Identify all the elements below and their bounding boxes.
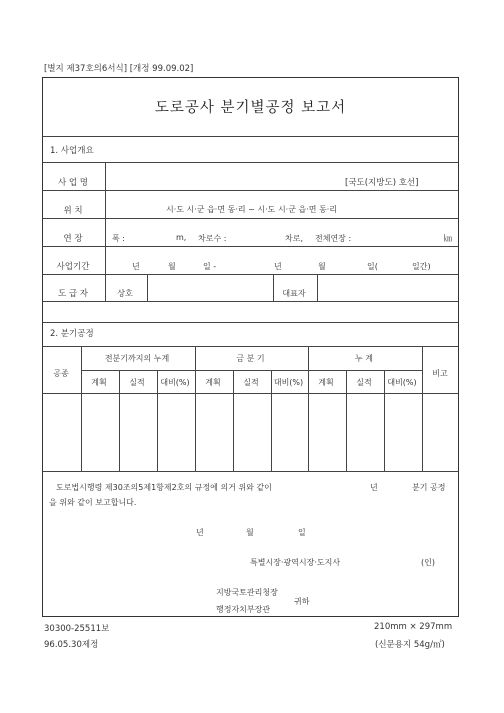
total-length-unit: ㎞: [444, 234, 452, 243]
subcol-ratio: 대비(%): [273, 378, 304, 387]
lanes-unit: 차로,: [285, 234, 303, 243]
divider: [43, 322, 458, 323]
subcol-ratio: 대비(%): [160, 378, 190, 387]
statement-text: 도로법시행령 제30조의5제1항제2호의 규정에 의거 위와 같이: [56, 483, 272, 492]
honorific: 귀하: [294, 597, 310, 606]
project-name-label: 사 업 명: [57, 178, 89, 188]
recipient-ministry: 행정자치부장관: [216, 605, 271, 614]
period-days: 일간): [412, 262, 431, 271]
statement-year: 년: [370, 483, 378, 492]
period-end-year: 년: [274, 262, 282, 271]
form-header-note: [별지 제37호의6서식] [개정 99.09.02]: [44, 64, 194, 74]
divider: [81, 370, 422, 371]
period-start-year: 년: [132, 262, 140, 271]
divider: [147, 274, 148, 301]
signer-title: 특별시장·광역시장·도지사: [250, 558, 341, 567]
location-value: 시·도 시·군 읍·면 동·리 ~ 시·도 시·군 읍·면 동·리: [166, 205, 338, 214]
subcol-ratio: 대비(%): [387, 378, 417, 387]
recipient-regional: 지방국토관리청장: [216, 588, 278, 597]
width-unit: m,: [176, 233, 187, 242]
paper-type: (신문용지 54g/㎡): [375, 640, 445, 650]
divider: [43, 471, 458, 472]
subcol-plan: 계획: [91, 378, 107, 387]
project-name-value: [국도(지방도) 호선]: [345, 178, 419, 188]
date-year: 년: [196, 528, 204, 537]
divider: [81, 346, 82, 471]
divider: [195, 346, 196, 471]
lanes-label: 차로수 :: [198, 234, 227, 243]
group-header-cumulative: 누 계: [355, 354, 373, 363]
subcol-plan: 계획: [205, 378, 221, 387]
group-header-previous-total: 전분기까지의 누계: [104, 354, 170, 363]
divider: [308, 346, 309, 471]
statement-text-cont: 을 위와 같이 보고합니다.: [49, 498, 137, 507]
page-title: 도로공사 분기별공정 보고서: [154, 100, 347, 116]
divider: [43, 346, 458, 347]
representative-label: 대표자: [282, 289, 306, 298]
extension-label: 연 장: [63, 234, 83, 244]
divider: [43, 393, 458, 394]
remarks-header: 비고: [432, 369, 448, 378]
divider: [105, 162, 106, 301]
location-label: 위 치: [63, 206, 83, 216]
seal-mark: (인): [421, 558, 435, 567]
divider: [43, 301, 458, 302]
section2-label: 2. 분기공정: [50, 329, 94, 339]
contractor-label: 도 급 자: [57, 289, 89, 299]
form-established-date: 96.05.30제정: [44, 640, 99, 650]
subcol-actual: 실적: [243, 378, 259, 387]
section1-label: 1. 사업개요: [50, 146, 94, 156]
subcol-actual: 실적: [356, 378, 372, 387]
statement-quarter: 분기 공정: [412, 483, 446, 492]
company-label: 상호: [117, 289, 133, 298]
subcol-actual: 실적: [129, 378, 145, 387]
period-start-day: 일 -: [203, 262, 217, 271]
total-length-label: 전체연장 :: [315, 234, 352, 243]
date-month: 월: [246, 528, 254, 537]
paper-size: 210mm × 297mm: [374, 622, 453, 632]
period-start-month: 월: [168, 262, 176, 271]
group-header-this-quarter: 금 분 기: [236, 354, 265, 363]
divider: [317, 274, 318, 301]
date-day: 일: [298, 528, 306, 537]
width-label: 폭 :: [112, 234, 125, 243]
period-label: 사업기간: [56, 262, 90, 272]
divider: [422, 346, 423, 471]
form-code: 30300-25511보: [44, 624, 110, 634]
period-end-day: 일(: [367, 262, 378, 271]
subcol-plan: 계획: [318, 378, 334, 387]
period-end-month: 월: [318, 262, 326, 271]
work-type-header: 공종: [53, 369, 69, 378]
divider: [43, 136, 458, 137]
